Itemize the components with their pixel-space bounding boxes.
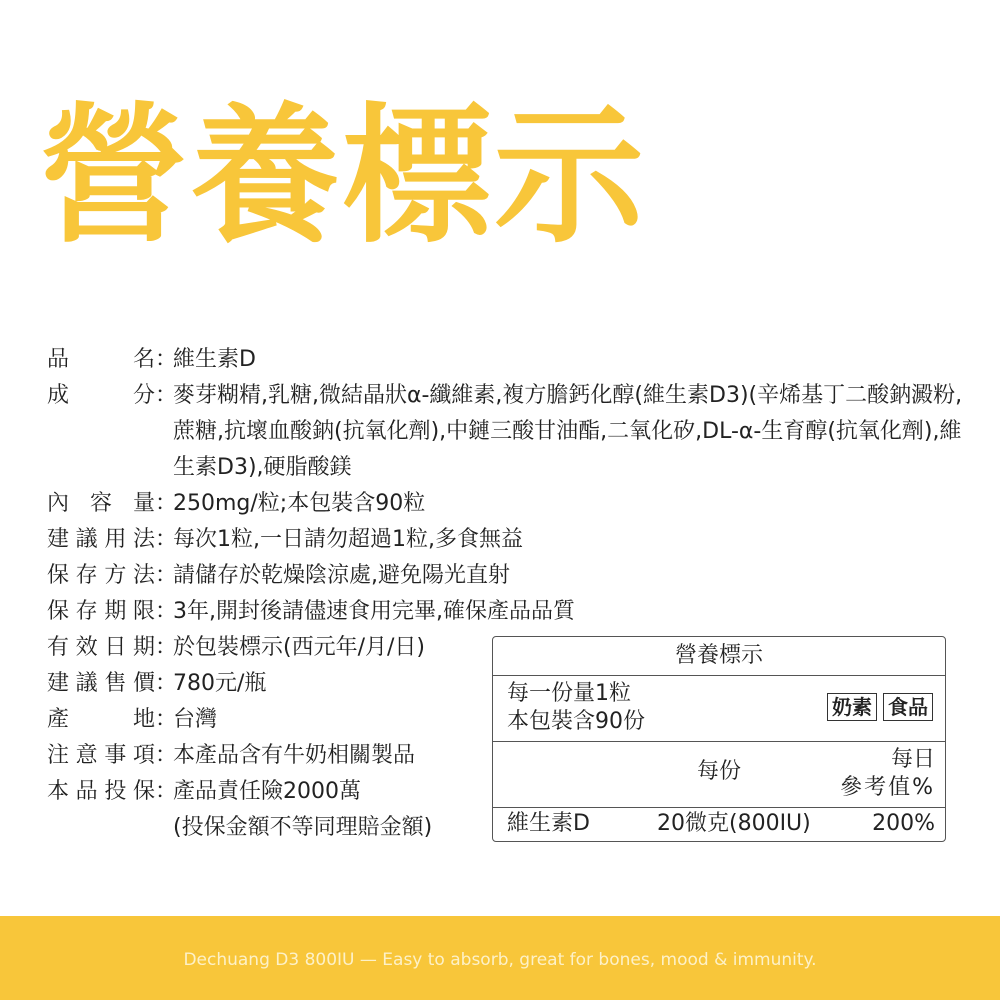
info-colon: ： bbox=[155, 743, 178, 768]
nutrition-facts-box bbox=[492, 636, 946, 842]
info-colon: ： bbox=[155, 671, 178, 696]
info-label-char: 品 bbox=[75, 779, 98, 804]
info-label bbox=[47, 702, 155, 738]
diet-tags bbox=[827, 693, 933, 721]
info-label-char: 保 bbox=[47, 599, 70, 624]
info-label bbox=[47, 666, 155, 702]
tag-food: 食品 bbox=[883, 693, 933, 721]
info-colon: ： bbox=[155, 347, 178, 372]
info-label-char: 項 bbox=[132, 743, 155, 768]
info-value: 每次1粒,一日請勿超過1粒,多食無益 bbox=[173, 527, 523, 552]
info-label-char: 名 bbox=[132, 347, 155, 372]
info-colon: ： bbox=[155, 635, 178, 660]
info-label bbox=[47, 630, 155, 666]
info-label-char: 售 bbox=[104, 671, 127, 696]
info-value: 本產品含有牛奶相關製品 bbox=[173, 743, 416, 768]
nutrition-title: 營養標示 bbox=[493, 637, 945, 676]
info-label-char: 保 bbox=[47, 563, 70, 588]
nutrient-row bbox=[493, 807, 945, 841]
info-value: 產品責任險2000萬 bbox=[173, 779, 361, 804]
info-label bbox=[47, 558, 155, 594]
nutrient-name: 維生素D bbox=[507, 811, 590, 836]
nutrition-serving-section bbox=[493, 675, 945, 742]
info-label-char: 限 bbox=[132, 599, 155, 624]
info-colon: ： bbox=[155, 527, 178, 552]
info-label-char: 價 bbox=[132, 671, 155, 696]
info-colon: ： bbox=[155, 563, 178, 588]
info-label bbox=[47, 486, 155, 522]
info-label bbox=[47, 378, 155, 414]
info-label-char: 存 bbox=[75, 563, 98, 588]
servings-per-package: 本包裝含90份 bbox=[507, 709, 645, 734]
info-label-char: 存 bbox=[75, 599, 98, 624]
info-label-char: 本 bbox=[47, 779, 70, 804]
info-label-char: 議 bbox=[75, 527, 98, 552]
info-label-char: 產 bbox=[47, 707, 70, 732]
tag-vegetarian-dairy: 奶素 bbox=[827, 693, 877, 721]
nutrient-daily-percent: 200% bbox=[872, 811, 935, 836]
info-value: 250mg/粒;本包裝含90粒 bbox=[173, 491, 426, 516]
info-colon: ： bbox=[155, 491, 178, 516]
info-colon: ： bbox=[155, 707, 178, 732]
info-label-char: 議 bbox=[75, 671, 98, 696]
info-label-char: 保 bbox=[132, 779, 155, 804]
info-value: 麥芽糊精,乳糖,微結晶狀α-纖維素,複方膽鈣化醇(維生素D3)(辛烯基丁二酸鈉澱粉,蔗糖,抗壞血酸鈉(抗氧化劑),中鏈三酸甘油酯,二氧化矽,DL-α-生育醇(抗氧化劑),維生素D3),硬脂酸鎂 bbox=[173, 383, 963, 480]
info-value: 維生素D bbox=[173, 347, 256, 372]
info-label-char: 期 bbox=[104, 599, 127, 624]
info-value: 3年,開封後請儘速食用完畢,確保產品品質 bbox=[173, 599, 575, 624]
info-label-char: 意 bbox=[75, 743, 98, 768]
info-colon: ： bbox=[155, 599, 178, 624]
info-label bbox=[47, 522, 155, 558]
info-label-char: 效 bbox=[75, 635, 98, 660]
info-label-char: 日 bbox=[104, 635, 127, 660]
info-label-char: 法 bbox=[132, 563, 155, 588]
info-label-char: 有 bbox=[47, 635, 70, 660]
info-label-char: 用 bbox=[104, 527, 127, 552]
daily-value-header-line2: 參考值% bbox=[840, 775, 935, 800]
daily-value-header-line1: 每日 bbox=[890, 747, 935, 772]
info-label-char: 內 bbox=[47, 491, 70, 516]
info-value: 台灣 bbox=[173, 707, 218, 732]
page-title: 營養標示 bbox=[38, 90, 647, 264]
info-label-char: 方 bbox=[104, 563, 127, 588]
info-label-char: 建 bbox=[47, 671, 70, 696]
info-colon: ： bbox=[155, 779, 178, 804]
footer-banner: Dechuang D3 800IU — Easy to absorb, great for bones, mood & immunity. bbox=[0, 916, 1000, 1000]
info-label-char: 成 bbox=[47, 383, 70, 408]
info-label bbox=[47, 594, 155, 630]
info-label bbox=[47, 342, 155, 378]
info-label bbox=[47, 738, 155, 774]
info-label-char: 事 bbox=[104, 743, 127, 768]
nutrition-column-headers bbox=[493, 741, 945, 808]
info-label-char: 分 bbox=[132, 383, 155, 408]
info-label-char: 建 bbox=[47, 527, 70, 552]
info-label-char: 期 bbox=[132, 635, 155, 660]
info-value: 請儲存於乾燥陰涼處,避免陽光直射 bbox=[173, 563, 510, 588]
info-label-char: 量 bbox=[132, 491, 155, 516]
info-label-char: 注 bbox=[47, 743, 70, 768]
info-value: 於包裝標示(西元年/月/日) bbox=[173, 635, 425, 660]
info-label-char: 地 bbox=[132, 707, 155, 732]
info-label-char: 容 bbox=[89, 491, 112, 516]
info-label-char: 投 bbox=[104, 779, 127, 804]
info-value: 780元/瓶 bbox=[173, 671, 267, 696]
serving-size: 每一份量1粒 bbox=[507, 681, 631, 706]
info-label bbox=[47, 774, 155, 810]
per-serving-header: 每份 bbox=[697, 759, 742, 784]
info-value: (投保金額不等同理賠金額) bbox=[173, 815, 433, 840]
info-colon: ： bbox=[155, 383, 178, 408]
info-label-char: 品 bbox=[47, 347, 70, 372]
nutrient-amount: 20微克(800IU) bbox=[657, 811, 811, 836]
info-label-char: 法 bbox=[132, 527, 155, 552]
